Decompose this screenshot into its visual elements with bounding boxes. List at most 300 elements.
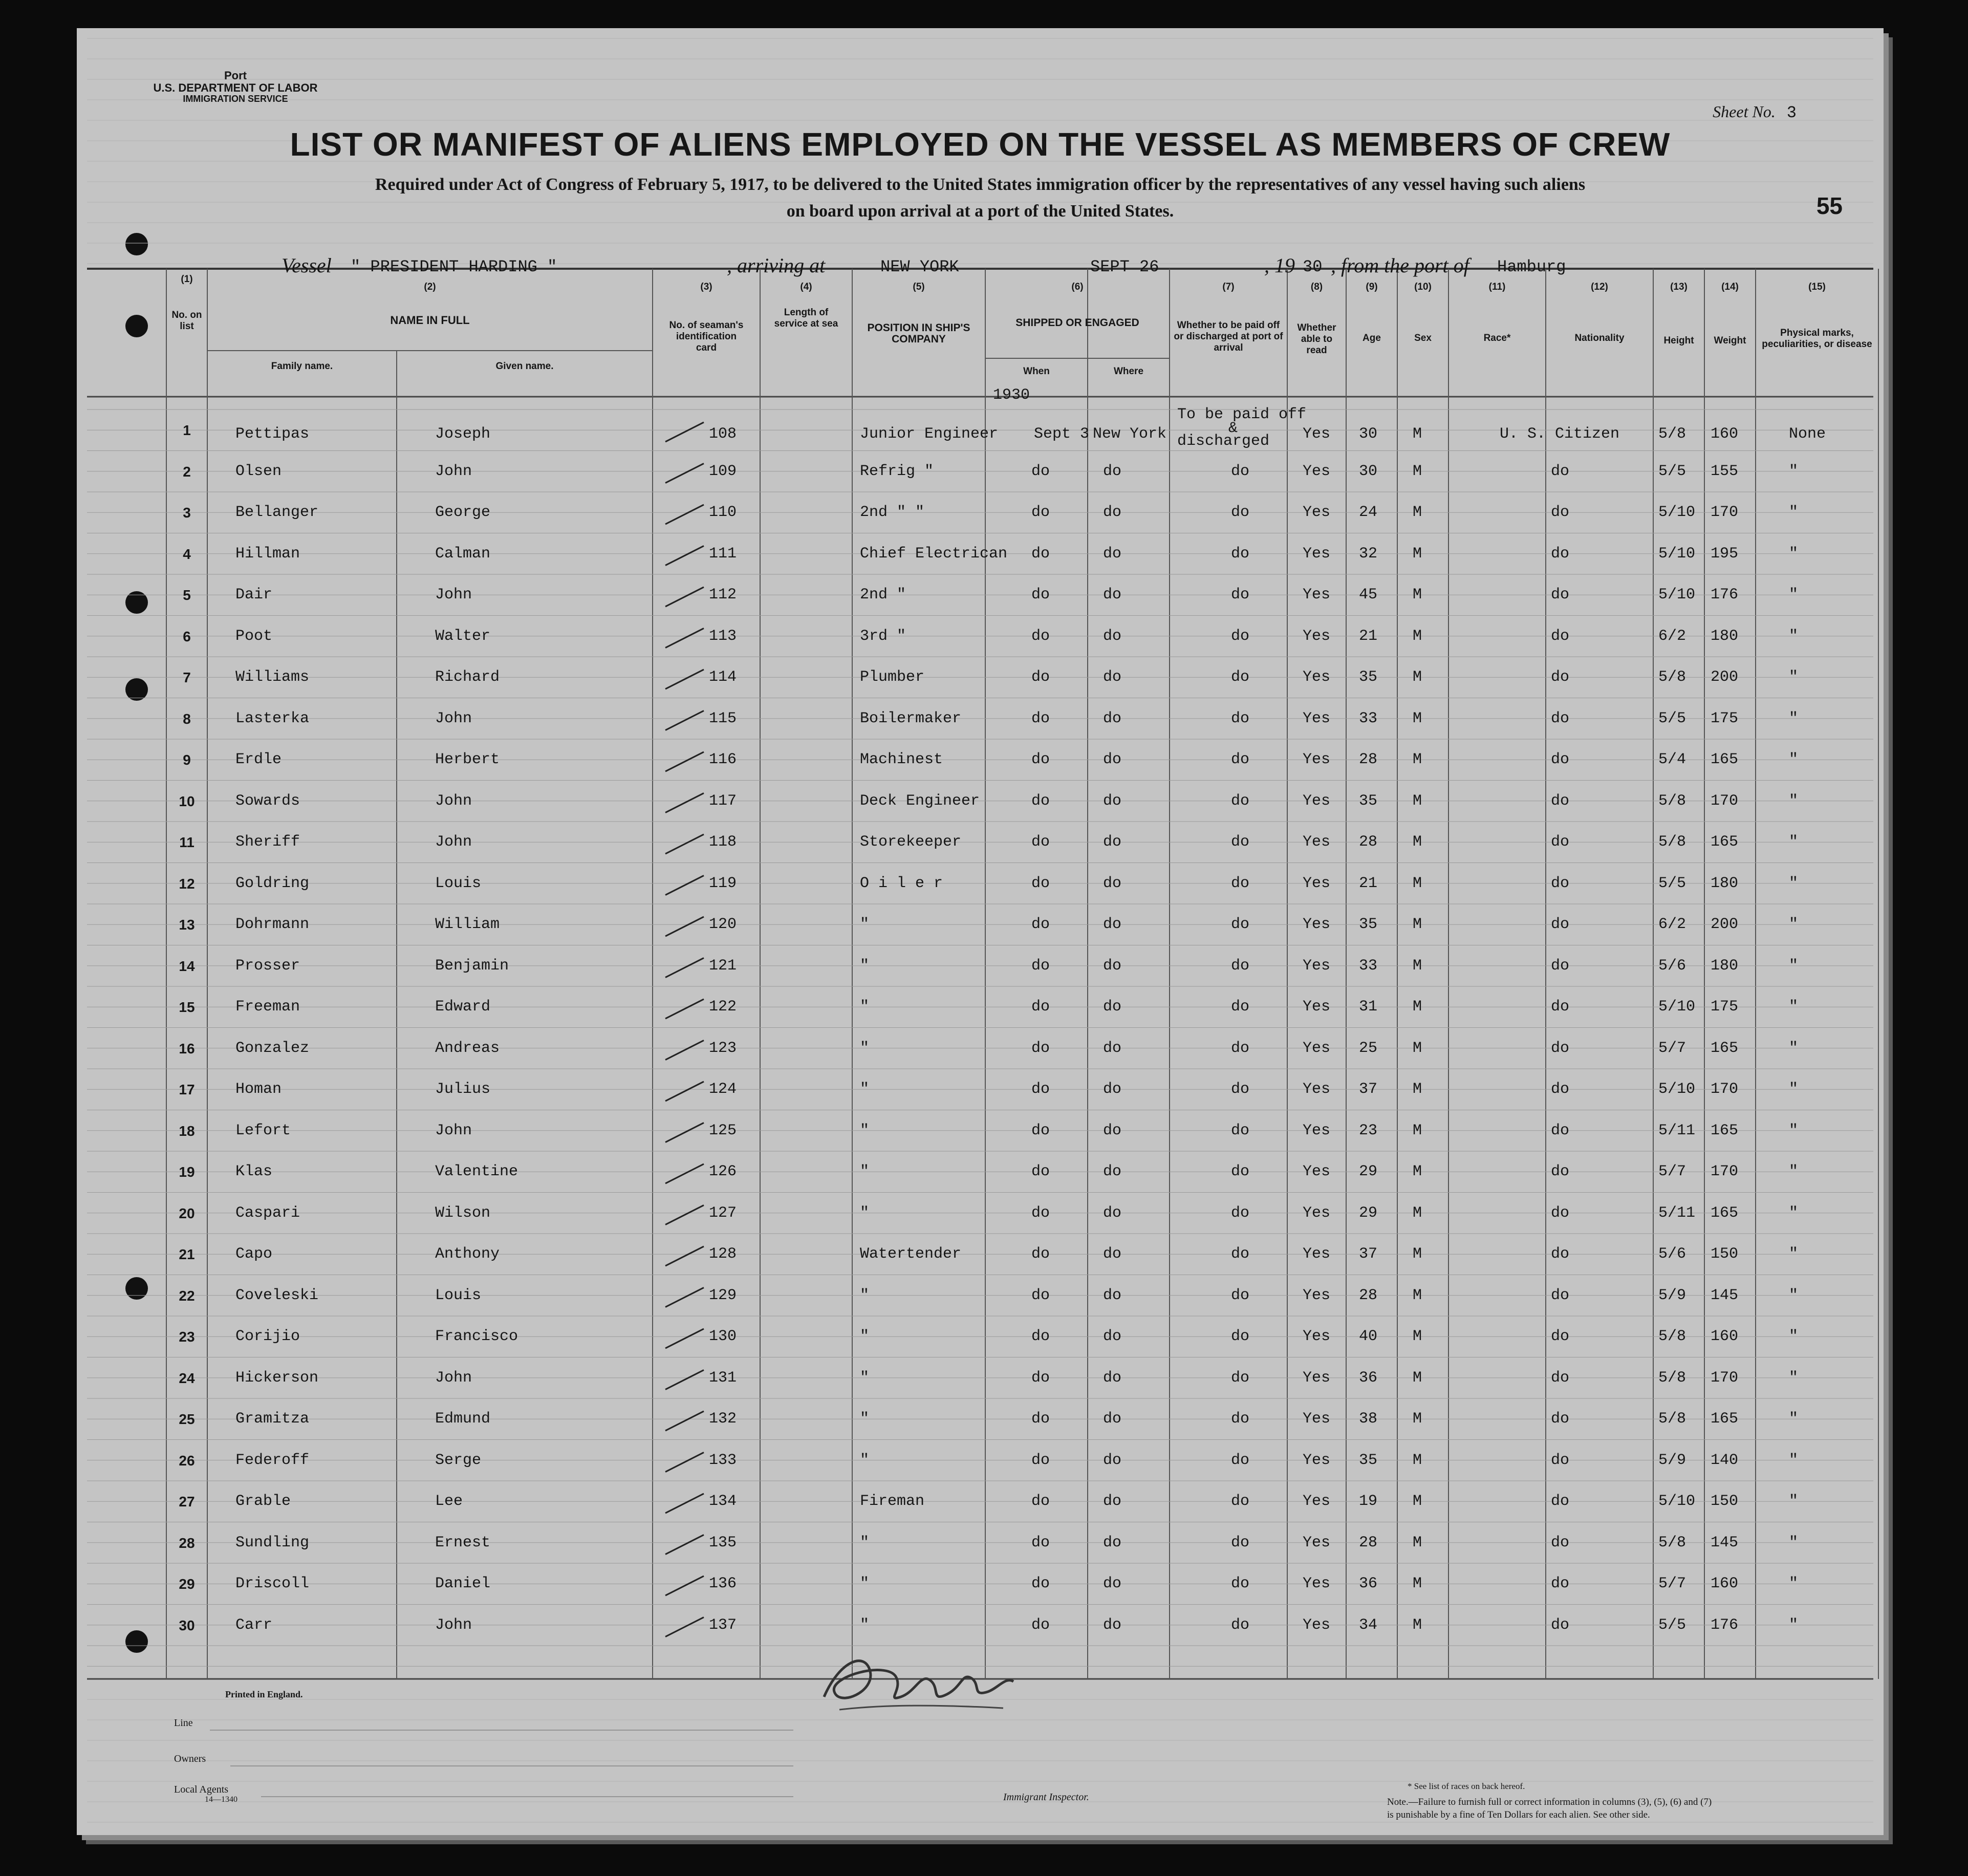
shipped-when-cell: do <box>1031 504 1050 521</box>
able-to-read-cell: Yes <box>1303 792 1331 810</box>
family-name-cell: Caspari <box>235 1204 300 1222</box>
position-cell: Watertender <box>860 1245 962 1263</box>
shipped-when-cell: do <box>1031 1081 1050 1098</box>
given-name-cell: John <box>435 1122 472 1139</box>
nationality-cell: do <box>1551 709 1570 727</box>
physical-marks-cell: " <box>1789 1122 1799 1139</box>
family-name-cell: Gramitza <box>235 1410 310 1428</box>
sex-cell: M <box>1413 586 1422 603</box>
sex-cell: M <box>1413 1163 1422 1180</box>
age-cell: 28 <box>1359 751 1378 768</box>
shipped-where-cell: do <box>1103 709 1122 727</box>
height-cell: 5/5 <box>1658 1616 1686 1634</box>
able-to-read-cell: Yes <box>1303 1163 1331 1180</box>
able-to-read-cell: Yes <box>1303 1534 1331 1551</box>
position-cell: " <box>860 1369 870 1387</box>
sex-cell: M <box>1413 833 1422 851</box>
row-number-cell: 19 <box>179 1164 195 1180</box>
given-name-cell: Richard <box>435 669 500 686</box>
given-name-cell: John <box>435 792 472 810</box>
dept-line-1: Port <box>224 69 247 82</box>
col6b-header: Where <box>1113 366 1144 377</box>
age-cell: 21 <box>1359 874 1378 892</box>
shipped-when-cell: do <box>1031 874 1050 892</box>
physical-marks-cell: " <box>1789 1039 1799 1057</box>
position-cell: " <box>860 1410 870 1428</box>
age-cell: 28 <box>1359 1286 1378 1304</box>
paid-off-cell: do <box>1231 751 1250 768</box>
row-number-cell: 17 <box>179 1082 195 1097</box>
height-cell: 5/8 <box>1658 1328 1686 1345</box>
physical-marks-cell: " <box>1789 1493 1799 1510</box>
able-to-read-cell: Yes <box>1303 1328 1331 1345</box>
card-number-cell: 129 <box>709 1286 737 1304</box>
given-name-cell: Benjamin <box>435 957 509 975</box>
weight-cell: 145 <box>1711 1534 1739 1551</box>
card-number-cell: 110 <box>709 504 737 521</box>
printed-note: Printed in England. <box>225 1689 303 1699</box>
weight-cell: 150 <box>1711 1493 1739 1510</box>
physical-marks-cell: " <box>1789 1081 1799 1098</box>
paid-off-cell: do <box>1231 1163 1250 1180</box>
year-note: 1930 <box>993 386 1030 404</box>
weight-cell: 170 <box>1711 1081 1739 1098</box>
position-cell: Storekeeper <box>860 833 962 851</box>
nationality-cell: do <box>1551 1328 1570 1345</box>
nationality-cell: do <box>1551 833 1570 851</box>
paid-off-cell: do <box>1231 545 1250 563</box>
col11-num: (11) <box>1488 282 1506 292</box>
paid-off-cell: do <box>1231 504 1250 521</box>
paid-off-cell: do <box>1231 998 1250 1016</box>
given-name-cell: Edmund <box>435 1410 491 1428</box>
nationality-cell: do <box>1551 916 1570 933</box>
physical-marks-cell: " <box>1789 792 1799 810</box>
row-number-cell: 14 <box>179 958 195 974</box>
shipped-when-cell: do <box>1031 957 1050 975</box>
shipped-where-cell: do <box>1103 1369 1122 1387</box>
able-to-read-cell: Yes <box>1303 627 1331 645</box>
height-cell: 6/2 <box>1658 627 1686 645</box>
shipped-where-cell: do <box>1103 1204 1122 1222</box>
card-number-cell: 134 <box>709 1493 737 1510</box>
nationality-cell: do <box>1551 1163 1570 1180</box>
shipped-when-cell: do <box>1031 1575 1050 1592</box>
height-cell: 5/9 <box>1658 1451 1686 1469</box>
col4-header: Length of service at sea <box>774 307 838 329</box>
position-cell: Boilermaker <box>860 709 962 727</box>
given-name-cell: Wilson <box>435 1204 491 1222</box>
col1-num: (1) <box>181 274 193 285</box>
height-cell: 5/8 <box>1658 1534 1686 1551</box>
row-number-cell: 5 <box>183 587 191 603</box>
given-name-cell: Louis <box>435 1286 482 1304</box>
card-number-cell: 120 <box>709 916 737 933</box>
paid-off-cell: do <box>1231 1245 1250 1263</box>
position-cell: " <box>860 1039 870 1057</box>
shipped-where-cell: do <box>1103 957 1122 975</box>
weight-cell: 180 <box>1711 627 1739 645</box>
nationality-cell: do <box>1551 1204 1570 1222</box>
age-cell: 33 <box>1359 957 1378 975</box>
age-cell: 35 <box>1359 792 1378 810</box>
shipped-where-cell: do <box>1103 1451 1122 1469</box>
sex-cell: M <box>1413 998 1422 1016</box>
nationality-cell: do <box>1551 1616 1570 1634</box>
family-name-cell: Driscoll <box>235 1575 310 1592</box>
able-to-read-cell: Yes <box>1303 916 1331 933</box>
dept-line-3: IMMIGRATION SERVICE <box>183 94 288 104</box>
shipped-when-cell: do <box>1031 545 1050 563</box>
family-name-cell: Pettipas <box>235 425 310 443</box>
subtitle-line-2: on board upon arrival at a port of the United States. <box>786 202 1174 221</box>
card-number-cell: 111 <box>709 545 737 563</box>
height-cell: 5/8 <box>1658 833 1686 851</box>
weight-cell: 165 <box>1711 1122 1739 1139</box>
row-number-cell: 21 <box>179 1246 195 1262</box>
col3-num: (3) <box>700 282 712 292</box>
weight-cell: 170 <box>1711 792 1739 810</box>
col8-num: (8) <box>1310 282 1323 292</box>
position-cell: 3rd " <box>860 627 906 645</box>
age-cell: 34 <box>1359 1616 1378 1634</box>
row-number-cell: 24 <box>179 1370 195 1386</box>
shipped-when-cell: do <box>1031 1163 1050 1180</box>
shipped-when-cell: do <box>1031 1451 1050 1469</box>
weight-cell: 145 <box>1711 1286 1739 1304</box>
row-number-cell: 10 <box>179 793 195 809</box>
physical-marks-cell: None <box>1789 425 1826 443</box>
able-to-read-cell: Yes <box>1303 462 1331 480</box>
line-label: Line <box>174 1717 193 1729</box>
position-cell: " <box>860 1534 870 1551</box>
sex-cell: M <box>1413 1081 1422 1098</box>
age-cell: 25 <box>1359 1039 1378 1057</box>
sex-cell: M <box>1413 545 1422 563</box>
sex-cell: M <box>1413 1369 1422 1387</box>
nationality-cell: do <box>1551 1245 1570 1263</box>
family-name-cell: Williams <box>235 669 310 686</box>
card-number-cell: 132 <box>709 1410 737 1428</box>
given-name-cell: Valentine <box>435 1163 518 1180</box>
inspector-signature <box>809 1641 1024 1717</box>
position-cell: 2nd " " <box>860 504 925 521</box>
paid-off-note-1: To be paid off <box>1177 406 1307 423</box>
nationality-cell: do <box>1551 1286 1570 1304</box>
sex-cell: M <box>1413 462 1422 480</box>
paid-off-cell: do <box>1231 792 1250 810</box>
col5-num: (5) <box>913 282 925 292</box>
sex-cell: M <box>1413 1245 1422 1263</box>
age-cell: 19 <box>1359 1493 1378 1510</box>
family-name-cell: Dair <box>235 586 273 603</box>
weight-cell: 165 <box>1711 1410 1739 1428</box>
sex-cell: M <box>1413 792 1422 810</box>
given-name-cell: Louis <box>435 874 482 892</box>
card-number-cell: 115 <box>709 709 737 727</box>
weight-cell: 165 <box>1711 751 1739 768</box>
family-name-cell: Gonzalez <box>235 1039 310 1057</box>
nationality-cell: do <box>1551 586 1570 603</box>
physical-marks-cell: " <box>1789 462 1799 480</box>
able-to-read-cell: Yes <box>1303 957 1331 975</box>
shipped-where-cell: do <box>1103 1410 1122 1428</box>
sex-cell: M <box>1413 504 1422 521</box>
physical-marks-cell: " <box>1789 586 1799 603</box>
position-cell: Fireman <box>860 1493 925 1510</box>
weight-cell: 176 <box>1711 1616 1739 1634</box>
card-number-cell: 121 <box>709 957 737 975</box>
row-number-cell: 1 <box>183 422 191 438</box>
card-number-cell: 112 <box>709 586 737 603</box>
row-number-cell: 28 <box>179 1535 195 1551</box>
position-cell: 2nd " <box>860 586 906 603</box>
weight-cell: 200 <box>1711 669 1739 686</box>
family-name-cell: Olsen <box>235 462 282 480</box>
row-number-cell: 20 <box>179 1205 195 1221</box>
weight-cell: 180 <box>1711 874 1739 892</box>
shipped-where-cell: do <box>1103 1163 1122 1180</box>
age-cell: 38 <box>1359 1410 1378 1428</box>
shipped-where-cell: do <box>1103 586 1122 603</box>
sex-cell: M <box>1413 1328 1422 1345</box>
physical-marks-cell: " <box>1789 504 1799 521</box>
paid-off-cell: do <box>1231 1081 1250 1098</box>
height-cell: 5/4 <box>1658 751 1686 768</box>
row-number-cell: 16 <box>179 1040 195 1056</box>
nationality-cell: do <box>1551 504 1570 521</box>
family-name-cell: Bellanger <box>235 504 319 521</box>
position-cell: " <box>860 1328 870 1345</box>
paid-off-cell: do <box>1231 462 1250 480</box>
sheet-value: 3 <box>1786 103 1797 122</box>
weight-cell: 176 <box>1711 586 1739 603</box>
paid-off-cell: do <box>1231 586 1250 603</box>
fine-note-2: is punishable by a fine of Ten Dollars for each alien. See other side. <box>1387 1809 1650 1820</box>
physical-marks-cell: " <box>1789 1286 1799 1304</box>
fine-note-1: Note.—Failure to furnish full or correct information in columns (3), (5), (6) and (7) <box>1387 1797 1712 1807</box>
physical-marks-cell: " <box>1789 545 1799 563</box>
shipped-where-cell: New York <box>1093 425 1167 443</box>
shipped-when-cell: do <box>1031 998 1050 1016</box>
family-name-cell: Erdle <box>235 751 282 768</box>
row-number-cell: 18 <box>179 1123 195 1139</box>
paid-off-cell: do <box>1231 1039 1250 1057</box>
col5-header: POSITION IN SHIP'S COMPANY <box>867 322 970 345</box>
shipped-when-cell: do <box>1031 1410 1050 1428</box>
position-cell: Junior Engineer <box>860 425 999 443</box>
row-number-cell: 11 <box>179 834 194 850</box>
sex-cell: M <box>1413 874 1422 892</box>
sex-cell: M <box>1413 627 1422 645</box>
given-name-cell: William <box>435 916 500 933</box>
shipped-when-cell: do <box>1031 1534 1050 1551</box>
shipped-where-cell: do <box>1103 1245 1122 1263</box>
manifest-sheet <box>77 28 1884 1835</box>
shipped-when-cell: do <box>1031 1369 1050 1387</box>
shipped-when-cell: do <box>1031 916 1050 933</box>
form-number: 14—1340 <box>205 1795 237 1804</box>
physical-marks-cell: " <box>1789 874 1799 892</box>
weight-cell: 165 <box>1711 1039 1739 1057</box>
physical-marks-cell: " <box>1789 751 1799 768</box>
year-suffix: 30 <box>1303 257 1323 276</box>
weight-cell: 170 <box>1711 1369 1739 1387</box>
card-number-cell: 127 <box>709 1204 737 1222</box>
age-cell: 37 <box>1359 1245 1378 1263</box>
height-cell: 5/10 <box>1658 586 1696 603</box>
row-number-cell: 2 <box>183 463 191 480</box>
weight-cell: 160 <box>1711 1575 1739 1592</box>
height-cell: 5/5 <box>1658 709 1686 727</box>
weight-cell: 175 <box>1711 998 1739 1016</box>
height-cell: 5/7 <box>1658 1039 1686 1057</box>
family-name-cell: Goldring <box>235 874 310 892</box>
card-number-cell: 116 <box>709 751 737 768</box>
paid-off-cell: do <box>1231 1616 1250 1634</box>
age-cell: 35 <box>1359 916 1378 933</box>
physical-marks-cell: " <box>1789 627 1799 645</box>
age-cell: 31 <box>1359 998 1378 1016</box>
sex-cell: M <box>1413 957 1422 975</box>
col10-header: Sex <box>1414 333 1432 343</box>
family-name-cell: Hillman <box>235 545 300 563</box>
age-cell: 24 <box>1359 504 1378 521</box>
age-cell: 23 <box>1359 1122 1378 1139</box>
shipped-where-cell: do <box>1103 1575 1122 1592</box>
shipped-when-cell: do <box>1031 1286 1050 1304</box>
card-number-cell: 122 <box>709 998 737 1016</box>
age-cell: 30 <box>1359 425 1378 443</box>
paid-off-cell: do <box>1231 1410 1250 1428</box>
age-cell: 36 <box>1359 1369 1378 1387</box>
position-cell: Deck Engineer <box>860 792 980 810</box>
race-note: * See list of races on back hereof. <box>1408 1781 1525 1791</box>
sex-cell: M <box>1413 425 1422 443</box>
paid-off-cell: do <box>1231 627 1250 645</box>
shipped-when-cell: do <box>1031 627 1050 645</box>
vessel-line <box>282 253 1638 284</box>
sex-cell: M <box>1413 1204 1422 1222</box>
age-cell: 37 <box>1359 1081 1378 1098</box>
age-cell: 45 <box>1359 586 1378 603</box>
from-label: , from the port of <box>1331 254 1469 277</box>
physical-marks-cell: " <box>1789 709 1799 727</box>
physical-marks-cell: " <box>1789 1616 1799 1634</box>
nationality-cell: do <box>1551 1081 1570 1098</box>
given-name-cell: Andreas <box>435 1039 500 1057</box>
shipped-where-cell: do <box>1103 1328 1122 1345</box>
position-cell: " <box>860 1451 870 1469</box>
paid-off-cell: do <box>1231 1204 1250 1222</box>
card-number-cell: 117 <box>709 792 737 810</box>
height-cell: 5/7 <box>1658 1163 1686 1180</box>
shipped-when-cell: do <box>1031 586 1050 603</box>
able-to-read-cell: Yes <box>1303 1369 1331 1387</box>
position-cell: O i l e r <box>860 874 943 892</box>
height-cell: 5/8 <box>1658 1369 1686 1387</box>
physical-marks-cell: " <box>1789 1328 1799 1345</box>
given-name-cell: John <box>435 833 472 851</box>
shipped-where-cell: do <box>1103 462 1122 480</box>
shipped-when-cell: do <box>1031 1328 1050 1345</box>
position-cell: " <box>860 1286 870 1304</box>
weight-cell: 200 <box>1711 916 1739 933</box>
height-cell: 5/10 <box>1658 1493 1696 1510</box>
able-to-read-cell: Yes <box>1303 1081 1331 1098</box>
sex-cell: M <box>1413 1616 1422 1634</box>
card-number-cell: 135 <box>709 1534 737 1551</box>
weight-cell: 165 <box>1711 833 1739 851</box>
card-number-cell: 126 <box>709 1163 737 1180</box>
given-name-cell: Serge <box>435 1451 482 1469</box>
nationality-cell: do <box>1551 1534 1570 1551</box>
position-cell: Plumber <box>860 669 925 686</box>
paid-off-cell: do <box>1231 709 1250 727</box>
sex-cell: M <box>1413 1493 1422 1510</box>
card-number-cell: 128 <box>709 1245 737 1263</box>
sex-cell: M <box>1413 1122 1422 1139</box>
table-grid <box>77 28 1884 1835</box>
col7-num: (7) <box>1222 282 1235 292</box>
position-cell: " <box>860 916 870 933</box>
shipped-where-cell: do <box>1103 669 1122 686</box>
weight-cell: 160 <box>1711 425 1739 443</box>
family-name-cell: Capo <box>235 1245 273 1263</box>
able-to-read-cell: Yes <box>1303 586 1331 603</box>
shipped-when-cell: do <box>1031 1122 1050 1139</box>
able-to-read-cell: Yes <box>1303 1451 1331 1469</box>
agents-label: Local Agents <box>174 1784 229 1795</box>
weight-cell: 150 <box>1711 1245 1739 1263</box>
card-number-cell: 108 <box>709 425 737 443</box>
age-cell: 32 <box>1359 545 1378 563</box>
page-subtitle <box>302 171 1658 225</box>
age-cell: 29 <box>1359 1204 1378 1222</box>
card-number-cell: 123 <box>709 1039 737 1057</box>
card-number-cell: 125 <box>709 1122 737 1139</box>
paid-off-cell: do <box>1231 916 1250 933</box>
able-to-read-cell: Yes <box>1303 425 1331 443</box>
age-cell: 21 <box>1359 627 1378 645</box>
vessel-name: " PRESIDENT HARDING " <box>351 257 557 276</box>
shipped-when-cell: do <box>1031 792 1050 810</box>
arrival-date: SEPT 26 <box>1090 257 1159 276</box>
given-name-cell: Julius <box>435 1081 491 1098</box>
vessel-label: Vessel <box>282 254 332 277</box>
col2-header: NAME IN FULL <box>390 314 470 327</box>
row-number-cell: 6 <box>183 628 191 644</box>
col7-header: Whether to be paid off or discharged at port of arrival <box>1174 320 1283 353</box>
col6a-header: When <box>1023 366 1050 377</box>
physical-marks-cell: " <box>1789 1410 1799 1428</box>
row-number-cell: 12 <box>179 875 195 892</box>
given-name-cell: Ernest <box>435 1534 491 1551</box>
shipped-when-cell: do <box>1031 1616 1050 1634</box>
weight-cell: 175 <box>1711 709 1739 727</box>
row-number-cell: 26 <box>179 1452 195 1469</box>
nationality-cell: U. S. Citizen <box>1500 425 1620 443</box>
col2a-header: Family name. <box>271 361 333 372</box>
physical-marks-cell: " <box>1789 833 1799 851</box>
col14-num: (14) <box>1721 282 1739 292</box>
nationality-cell: do <box>1551 669 1570 686</box>
nationality-cell: do <box>1551 957 1570 975</box>
age-cell: 28 <box>1359 1534 1378 1551</box>
position-cell: Machinest <box>860 751 943 768</box>
col2-num: (2) <box>424 282 436 292</box>
given-name-cell: John <box>435 586 472 603</box>
